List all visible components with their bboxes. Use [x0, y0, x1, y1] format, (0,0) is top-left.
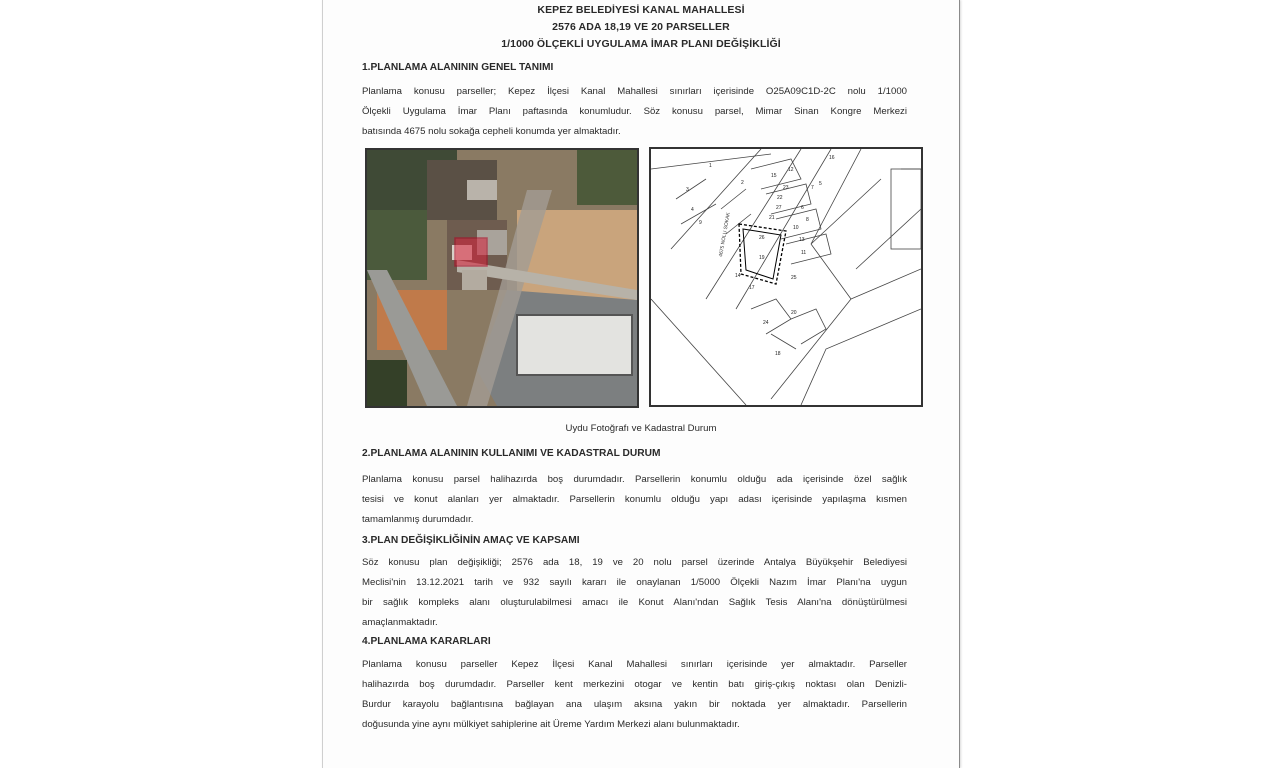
- parcel-number: 20: [791, 310, 797, 316]
- paragraph-line: Meclisi'nin 13.12.2021 tarih ve 932 sayılı kararı ile onaylanan 1/5000 Ölçekli Nazım İmar Planı'na uygun: [362, 577, 907, 588]
- header-line-1: KEPEZ BELEDİYESİ KANAL MAHALLESİ: [537, 4, 745, 16]
- paragraph-line: Planlama konusu parseller; Kepez İlçesi Kanal Mahallesi sınırları içerisinde O25A09C1D-2C nolu 1/1000: [362, 86, 907, 97]
- paragraph-line: Planlama konusu parsel halihazırda boş durumdadır. Parsellerin konumlu olduğu ada içerisinde özel sağlık: [362, 474, 907, 485]
- section-4-title: 4.PLANLAMA KARARLARI: [362, 636, 491, 647]
- section-3-paragraph: [362, 553, 907, 633]
- parcel-number: 26: [759, 235, 765, 241]
- street-label: 4675 NOLU SOKAK: [718, 211, 732, 258]
- paragraph-line: halihazırda boş durumdadır. Parseller kent merkezini otogar ve kentin batı giriş-çıkış noktası olan Denizli-: [362, 679, 907, 690]
- section-3-title: 3.PLAN DEĞİŞİKLİĞİNİN AMAÇ VE KAPSAMI: [362, 535, 580, 546]
- parcel-number: 8: [806, 217, 809, 223]
- parcel-number: 7: [811, 185, 814, 191]
- paragraph-line: Ölçekli Uygulama İmar Planı paftasında konumludur. Söz konusu parsel, Mimar Sinan Kongre Merkezi: [362, 106, 907, 117]
- paragraph-line: doğusunda yine aynı mülkiyet sahiplerine ait Üreme Yardım Merkezi alanı bulunmaktadır.: [362, 719, 740, 730]
- satellite-photo: [365, 148, 639, 408]
- section-2-title: 2.PLANLAMA ALANININ KULLANIMI VE KADASTRAL DURUM: [362, 448, 661, 459]
- parcel-number: 5: [819, 181, 822, 187]
- parcel-number: 4: [691, 207, 694, 213]
- parcel-number: 1: [709, 163, 712, 169]
- parcel-number: 15: [771, 173, 777, 179]
- section-4-paragraph: [362, 655, 907, 735]
- parcel-number: 13: [799, 237, 805, 243]
- paragraph-line: batısında 4675 nolu sokağa cepheli konumda yer almaktadır.: [362, 126, 621, 137]
- document-page: [322, 0, 960, 768]
- figure-caption: Uydu Fotoğrafı ve Kadastral Durum: [565, 423, 717, 434]
- cadastral-drawing: [651, 149, 921, 405]
- paragraph-line: bir sağlık kompleks alanı oluşturulabilmesi amacı ile Konut Alanı'ndan Sağlık Tesis Alanı'na dönüştürülmesi: [362, 597, 907, 608]
- parcel-number: 10: [793, 225, 799, 231]
- parcel-number: 14: [735, 273, 741, 279]
- paragraph-line: amaçlanmaktadır.: [362, 617, 438, 628]
- paragraph-line: Söz konusu plan değişikliği; 2576 ada 18, 19 ve 20 nolu parsel üzerinde Antalya Büyükşehir Belediyesi: [362, 557, 907, 568]
- parcel-number: 22: [777, 195, 783, 201]
- header-line-3: 1/1000 ÖLÇEKLİ UYGULAMA İMAR PLANI DEĞİŞİKLİĞİ: [501, 38, 781, 50]
- paragraph-line: tesisi ve konut alanları yer almaktadır. Parsellerin konumlu olduğu yapı adası içerisinde yapılaşma kısmen: [362, 494, 907, 505]
- section-2-paragraph: [362, 470, 907, 530]
- section-1-paragraph: [362, 82, 907, 142]
- parcel-number: 3: [686, 187, 689, 193]
- parcel-number: 16: [829, 155, 835, 161]
- parcel-number: 21: [769, 215, 775, 221]
- parcel-number: 2: [741, 180, 744, 186]
- satellite-image: [367, 150, 637, 406]
- document-header: [323, 2, 959, 53]
- parcel-number: 23: [783, 185, 789, 191]
- parcel-number: 9: [699, 220, 702, 226]
- section-1-title: 1.PLANLAMA ALANININ GENEL TANIMI: [362, 62, 554, 73]
- paragraph-line: Burdur karayolu bağlantısına bağlayan ana ulaşım aksına yakın bir noktada yer almaktadır. Parsellerin: [362, 699, 907, 710]
- parcel-number: 24: [763, 320, 769, 326]
- header-line-2: 2576 ADA 18,19 VE 20 PARSELLER: [552, 21, 730, 33]
- parcel-number: 18: [775, 351, 781, 357]
- parcel-number: 19: [759, 255, 765, 261]
- parcel-number: 27: [776, 205, 782, 211]
- cadastral-map: [649, 147, 923, 407]
- parcel-number: 12: [788, 167, 794, 173]
- parcel-number: 11: [801, 250, 807, 256]
- parcel-number: 25: [791, 275, 797, 281]
- paragraph-line: tamamlanmış durumdadır.: [362, 514, 474, 525]
- paragraph-line: Planlama konusu parseller Kepez İlçesi Kanal Mahallesi sınırları içerisinde yer almaktadır. Parseller: [362, 659, 907, 670]
- parcel-number: 17: [749, 285, 755, 291]
- parcel-number: 6: [801, 205, 804, 211]
